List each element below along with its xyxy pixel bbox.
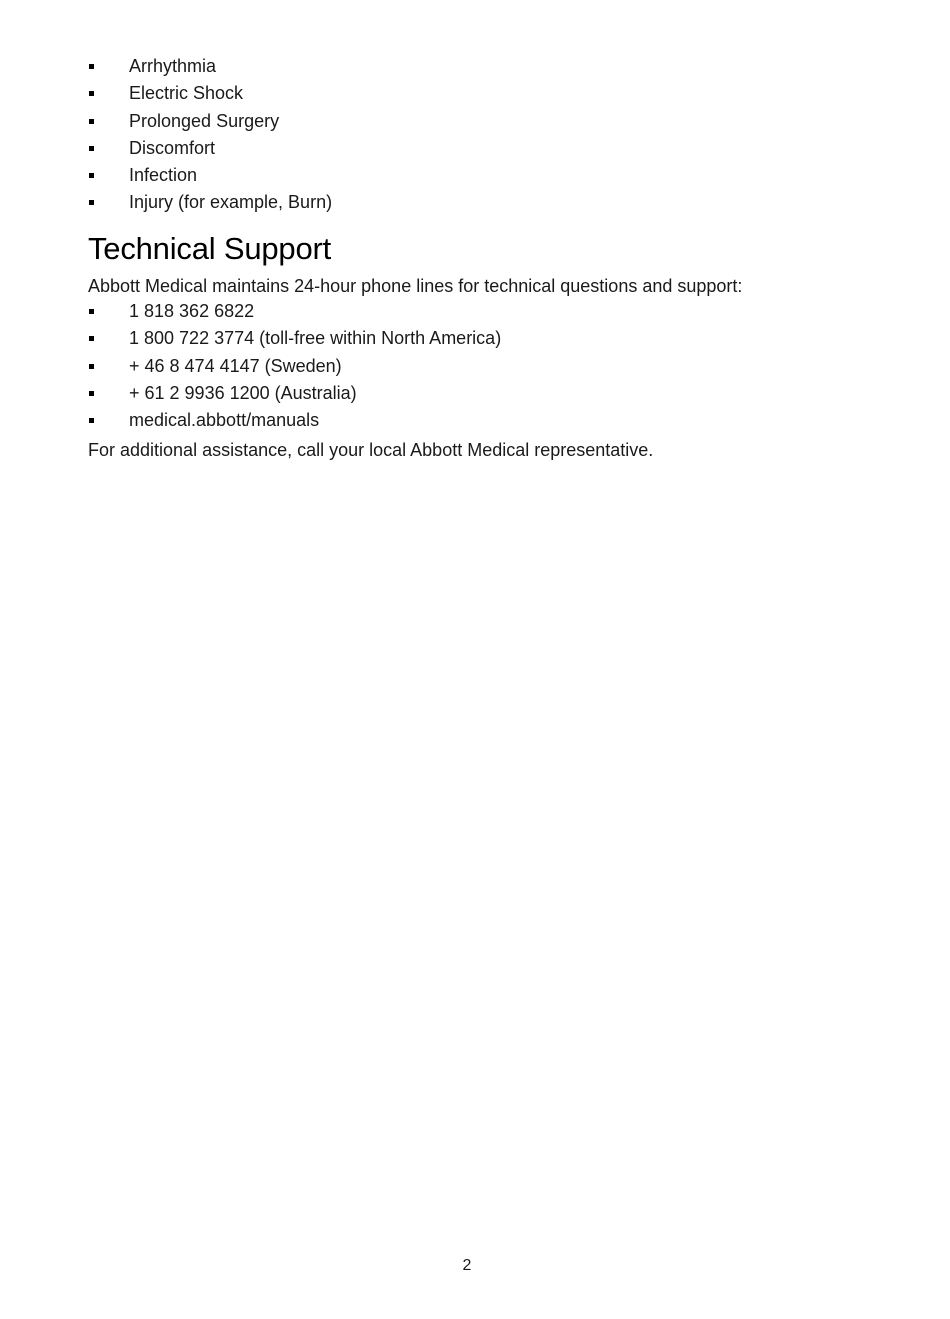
square-bullet-icon [89, 200, 94, 205]
square-bullet-icon [89, 364, 94, 369]
section-heading: Technical Support [88, 231, 332, 266]
list-item [88, 325, 501, 352]
list-item [88, 407, 501, 434]
contact-list [88, 298, 501, 434]
list-item-text: Injury (for example, Burn) [129, 192, 333, 213]
list-item [88, 162, 332, 189]
closing-paragraph: For additional assistance, call your local Abbott Medical representative. [88, 440, 654, 460]
square-bullet-icon [89, 309, 94, 314]
list-item [88, 298, 501, 325]
list-item-text: Electric Shock [129, 83, 244, 104]
list-item-text: Prolonged Surgery [129, 110, 280, 131]
intro-paragraph: Abbott Medical maintains 24-hour phone lines for technical questions and support: [88, 276, 743, 296]
square-bullet-icon [89, 418, 94, 423]
square-bullet-icon [89, 391, 94, 396]
phone-number: 1 818 362 6822 [129, 301, 255, 321]
square-bullet-icon [89, 173, 94, 178]
list-item [88, 53, 332, 80]
list-item-text: Arrhythmia [129, 56, 217, 76]
phone-number: + 46 8 474 4147 (Sweden) [129, 355, 342, 376]
list-item [88, 135, 332, 162]
page-number: 2 [462, 1257, 472, 1274]
list-item [88, 353, 501, 380]
list-item [88, 80, 332, 107]
phone-number: + 61 2 9936 1200 (Australia) [129, 382, 357, 403]
list-item [88, 108, 332, 135]
square-bullet-icon [89, 64, 94, 69]
risk-list [88, 53, 332, 217]
square-bullet-icon [89, 91, 94, 96]
square-bullet-icon [89, 119, 94, 124]
list-item-text: Discomfort [129, 137, 216, 158]
list-item [88, 189, 332, 216]
list-item-text: Infection [129, 165, 198, 186]
list-item [88, 380, 501, 407]
manuals-url: medical.abbott/manuals [129, 410, 320, 431]
square-bullet-icon [89, 146, 94, 151]
square-bullet-icon [89, 336, 94, 341]
phone-number: 1 800 722 3774 (toll-free within North America) [129, 328, 502, 349]
